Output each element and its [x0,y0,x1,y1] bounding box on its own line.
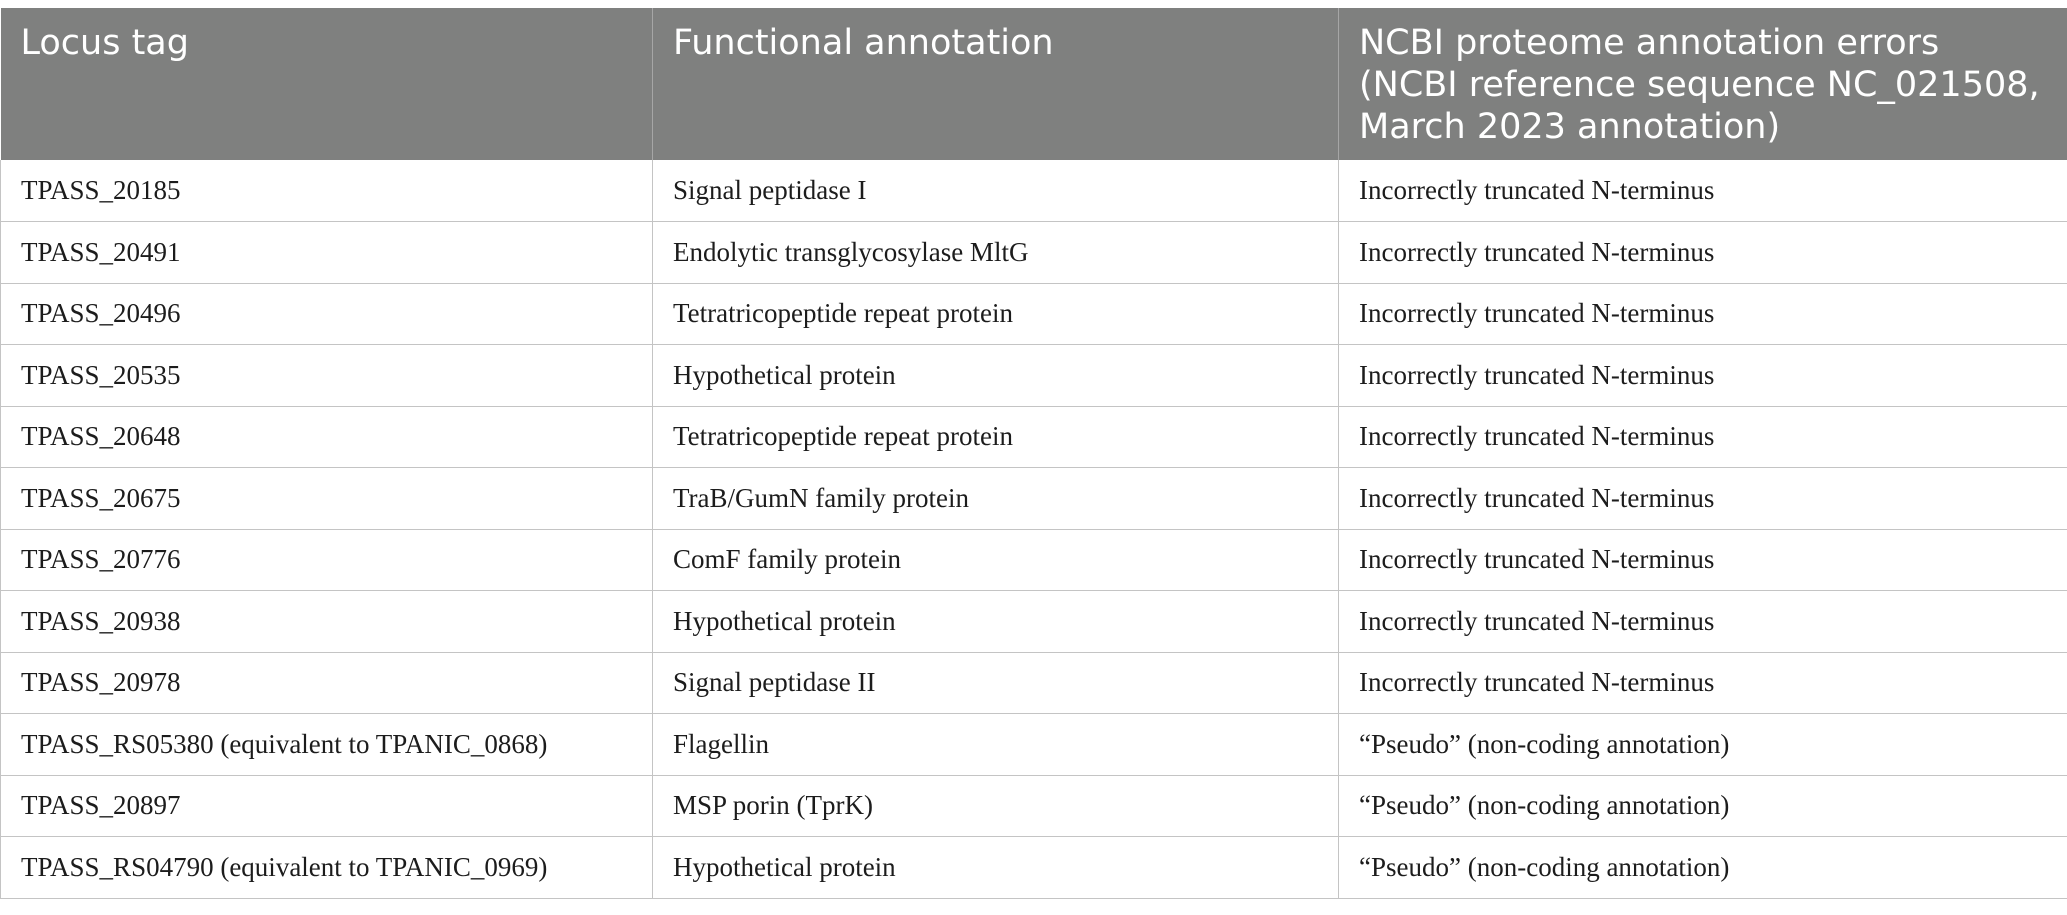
cell-locus-tag: TPASS_20185 [1,160,653,222]
header-annotation-errors: NCBI proteome annotation errors (NCBI reference sequence NC_021508, March 2023 annotation) [1339,8,2067,160]
table-row [1,222,2067,284]
cell-annotation-error: Incorrectly truncated N-terminus [1339,345,2067,407]
cell-annotation-error: Incorrectly truncated N-terminus [1339,406,2067,468]
cell-locus-tag: TPASS_20978 [1,652,653,714]
cell-annotation-error: Incorrectly truncated N-terminus [1339,529,2067,591]
annotation-table [0,8,2067,899]
cell-annotation-error: Incorrectly truncated N-terminus [1339,160,2067,222]
table-row [1,591,2067,653]
cell-functional-annotation: Endolytic transglycosylase MltG [653,222,1339,284]
cell-annotation-error: “Pseudo” (non-coding annotation) [1339,775,2067,837]
table-row [1,406,2067,468]
cell-locus-tag: TPASS_20648 [1,406,653,468]
cell-functional-annotation: Hypothetical protein [653,837,1339,899]
cell-annotation-error: Incorrectly truncated N-terminus [1339,591,2067,653]
cell-locus-tag: TPASS_20897 [1,775,653,837]
table-row [1,652,2067,714]
cell-locus-tag: TPASS_20938 [1,591,653,653]
cell-locus-tag: TPASS_20496 [1,283,653,345]
header-locus-tag: Locus tag [1,8,653,160]
cell-functional-annotation: TraB/GumN family protein [653,468,1339,530]
table-row [1,283,2067,345]
cell-functional-annotation: ComF family protein [653,529,1339,591]
cell-functional-annotation: Hypothetical protein [653,591,1339,653]
table-row [1,775,2067,837]
cell-annotation-error: Incorrectly truncated N-terminus [1339,283,2067,345]
cell-functional-annotation: MSP porin (TprK) [653,775,1339,837]
cell-functional-annotation: Hypothetical protein [653,345,1339,407]
header-row [1,8,2067,160]
table-header [1,8,2067,160]
cell-functional-annotation: Tetratricopeptide repeat protein [653,283,1339,345]
cell-functional-annotation: Flagellin [653,714,1339,776]
table-row [1,345,2067,407]
table-row [1,837,2067,899]
table-body [1,160,2067,898]
cell-annotation-error: “Pseudo” (non-coding annotation) [1339,714,2067,776]
cell-locus-tag: TPASS_20535 [1,345,653,407]
cell-locus-tag: TPASS_20491 [1,222,653,284]
cell-annotation-error: Incorrectly truncated N-terminus [1339,652,2067,714]
cell-locus-tag: TPASS_RS04790 (equivalent to TPANIC_0969) [1,837,653,899]
cell-locus-tag: TPASS_20776 [1,529,653,591]
table-row [1,714,2067,776]
cell-functional-annotation: Signal peptidase I [653,160,1339,222]
cell-annotation-error: “Pseudo” (non-coding annotation) [1339,837,2067,899]
header-functional-annotation: Functional annotation [653,8,1339,160]
cell-annotation-error: Incorrectly truncated N-terminus [1339,468,2067,530]
cell-locus-tag: TPASS_RS05380 (equivalent to TPANIC_0868) [1,714,653,776]
cell-functional-annotation: Signal peptidase II [653,652,1339,714]
table-row [1,468,2067,530]
table-row [1,529,2067,591]
cell-annotation-error: Incorrectly truncated N-terminus [1339,222,2067,284]
cell-locus-tag: TPASS_20675 [1,468,653,530]
table-row [1,160,2067,222]
cell-functional-annotation: Tetratricopeptide repeat protein [653,406,1339,468]
